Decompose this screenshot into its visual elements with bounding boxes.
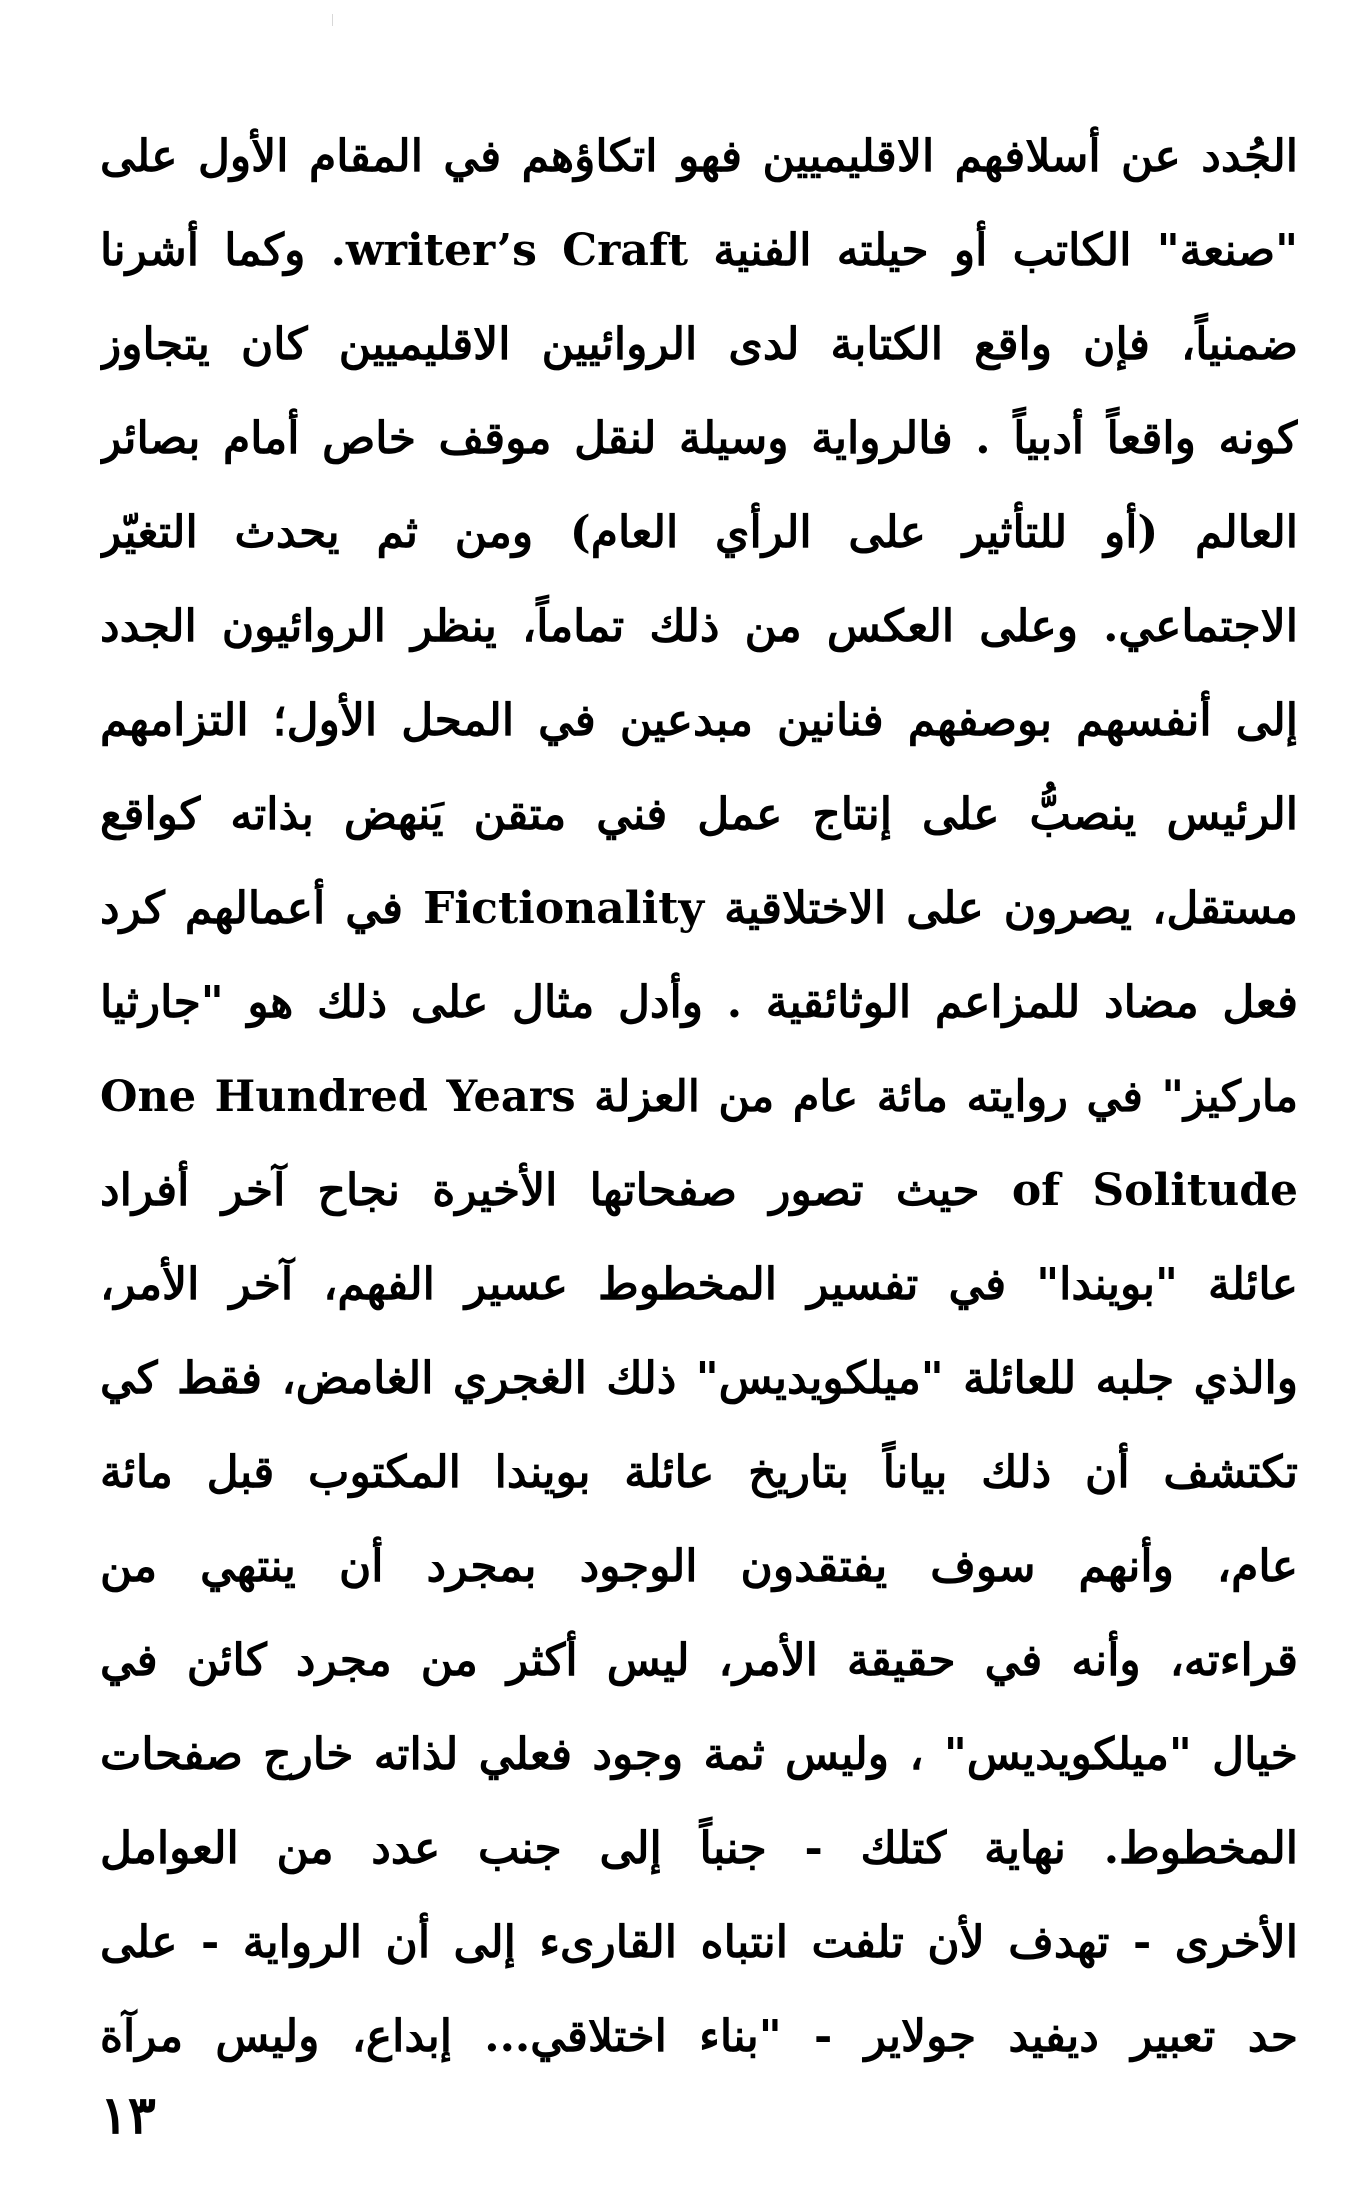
- text-line-10: فعل مضاد للمزاعم الوثائقية . وأدل مثال على ذلك هو "جارثيا: [100, 977, 1298, 1028]
- text-line-7: إلى أنفسهم بوصفهم فنانين مبدعين في المحل الأول؛ التزامهم: [100, 695, 1298, 746]
- text-line-17: قراءته، وأنه في حقيقة الأمر، ليس أكثر من مجرد كائن في: [100, 1635, 1298, 1686]
- text-line-18: خيال "ميلكويديس" ، وليس ثمة وجود فعلي لذاته خارج صفحات: [100, 1729, 1298, 1780]
- text-line-6: الاجتماعي. وعلى العكس من ذلك تماماً، ينظر الروائيون الجدد: [100, 601, 1298, 652]
- text-line-11: ماركيز" في روايته مائة عام من العزلة One Hundred Years: [100, 1072, 1298, 1122]
- text-line-4: كونه واقعاً أدبياً . فالرواية وسيلة لنقل موقف خاص أمام بصائر: [100, 413, 1298, 464]
- text-line-1: الجُدد عن أسلافهم الاقليميين فهو اتكاؤهم في المقام الأول على: [100, 131, 1298, 182]
- text-line-13: عائلة "بويندا" في تفسير المخطوط عسير الفهم، آخر الأمر،: [100, 1259, 1298, 1310]
- text-line-14: والذي جلبه للعائلة "ميلكويديس" ذلك الغجري الغامض، فقط كي: [100, 1353, 1298, 1404]
- page-number: ١٣: [100, 2085, 156, 2146]
- text-line-8: الرئيس ينصبُّ على إنتاج عمل فني متقن يَنهض بذاته كواقع: [100, 789, 1298, 840]
- text-line-12: of Solitude حيث تصور صفحاتها الأخيرة نجاح آخر أفراد: [100, 1165, 1298, 1216]
- text-line-16: عام، وأنهم سوف يفتقدون الوجود بمجرد أن ينتهي من: [100, 1541, 1298, 1592]
- text-line-15: تكتشف أن ذلك بياناً بتاريخ عائلة بويندا المكتوب قبل مائة: [100, 1447, 1298, 1498]
- scan-mark: [332, 14, 333, 26]
- text-line-2: "صنعة" الكاتب أو حيلته الفنية writer’s Craft. وكما أشرنا: [100, 225, 1298, 276]
- text-line-5: العالم (أو للتأثير على الرأي العام) ومن ثم يحدث التغيّر: [100, 507, 1298, 558]
- text-line-20: الأخرى - تهدف لأن تلفت انتباه القارىء إلى أن الرواية - على: [100, 1917, 1298, 1968]
- text-line-9: مستقل، يصرون على الاختلاقية Fictionality في أعمالهم كرد: [100, 883, 1298, 934]
- text-line-19: المخطوط. نهاية كتلك - جنباً إلى جنب عدد من العوامل: [100, 1823, 1298, 1874]
- text-line-21: حد تعبير ديفيد جولاير - "بناء اختلاقي... إبداع، وليس مرآة: [100, 2011, 1298, 2062]
- text-line-3: ضمنياً، فإن واقع الكتابة لدى الروائيين الاقليميين كان يتجاوز: [100, 319, 1298, 370]
- body-text: [100, 110, 1298, 2084]
